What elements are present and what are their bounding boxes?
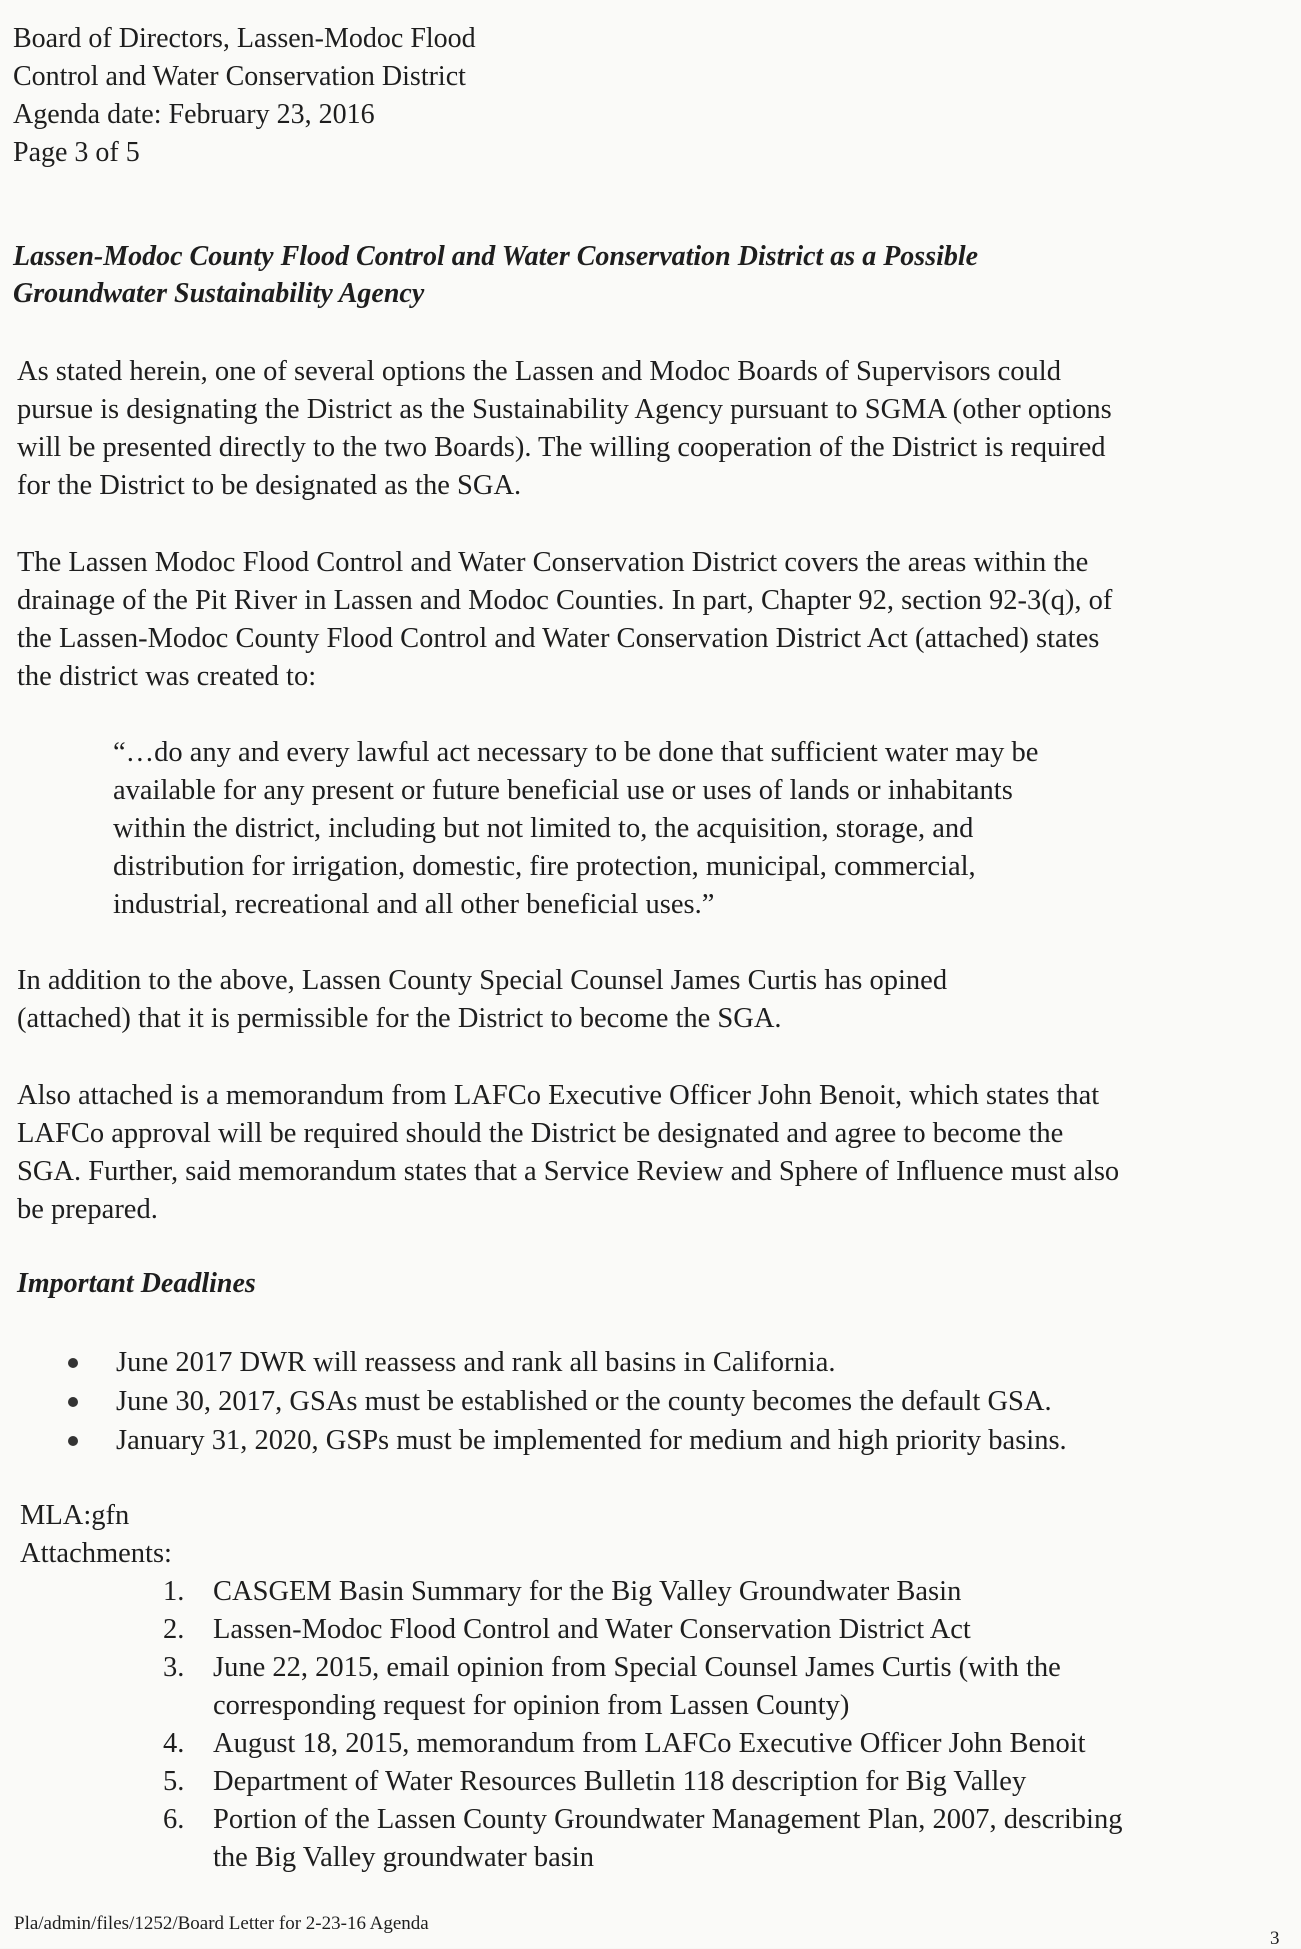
header-board-line: Board of Directors, Lassen-Modoc Flood	[13, 23, 476, 54]
attachment-text: the Big Valley groundwater basin	[213, 1842, 594, 1873]
paragraph-line: In addition to the above, Lassen County Special Counsel James Curtis has opined	[17, 965, 948, 996]
attachment-number: 1.	[163, 1576, 185, 1607]
paragraph-options	[17, 353, 1287, 505]
attachments-list	[160, 1573, 1122, 1877]
attachment-text: CASGEM Basin Summary for the Big Valley Groundwater Basin	[213, 1576, 962, 1607]
paragraph-line: (attached) that it is permissible for the District to become the SGA.	[17, 1003, 782, 1034]
deadlines-list	[64, 1343, 1067, 1460]
quote-line: “…do any and every lawful act necessary to be done that sufficient water may be	[113, 737, 1039, 768]
paragraph-line: the Lassen-Modoc County Flood Control and Water Conservation District Act (attached) states	[17, 623, 1100, 654]
attachment-text: corresponding request for opinion from Lassen County)	[213, 1690, 850, 1721]
paragraph-line: pursue is designating the District as the Sustainability Agency pursuant to SGMA (other options	[17, 394, 1112, 425]
attachment-item	[160, 1573, 1122, 1611]
deadline-item	[64, 1382, 1067, 1421]
attachment-text: August 18, 2015, memorandum from LAFCo Executive Officer John Benoit	[213, 1728, 1086, 1759]
header-page-number: Page 3 of 5	[13, 137, 140, 168]
bullet-icon	[68, 1358, 78, 1368]
signature-block	[20, 1497, 172, 1573]
paragraph-line: LAFCo approval will be required should the District be designated and agree to become the	[17, 1118, 1064, 1149]
bullet-icon	[68, 1397, 78, 1407]
author-initials: MLA:gfn	[20, 1500, 130, 1531]
quote-line: industrial, recreational and all other beneficial uses.”	[113, 889, 715, 920]
attachment-item	[160, 1725, 1122, 1763]
paragraph-line: As stated herein, one of several options the Lassen and Modoc Boards of Supervisors could	[17, 356, 1061, 387]
paragraph-line: drainage of the Pit River in Lassen and Modoc Counties. In part, Chapter 92, section 92-3(q), of	[17, 585, 1113, 616]
attachment-number: 2.	[163, 1614, 185, 1645]
letter-header	[13, 20, 476, 172]
section-heading-line: Groundwater Sustainability Agency	[13, 278, 425, 309]
attachments-label: Attachments:	[20, 1538, 172, 1569]
quote-line: distribution for irrigation, domestic, fire protection, municipal, commercial,	[113, 851, 976, 882]
paragraph-line: for the District to be designated as the SGA.	[17, 470, 522, 501]
attachment-text: Lassen-Modoc Flood Control and Water Conservation District Act	[213, 1614, 971, 1645]
attachment-item	[160, 1763, 1122, 1801]
section-heading-line: Lassen-Modoc County Flood Control and Water Conservation District as a Possible	[13, 241, 979, 272]
paragraph-line: be prepared.	[17, 1194, 158, 1225]
deadlines-heading: Important Deadlines	[17, 1268, 256, 1299]
quote-line: within the district, including but not limited to, the acquisition, storage, and	[113, 813, 974, 844]
attachment-text: Portion of the Lassen County Groundwater Management Plan, 2007, describing	[213, 1804, 1123, 1835]
paragraph-line: SGA. Further, said memorandum states that a Service Review and Sphere of Influence must also	[17, 1156, 1120, 1187]
deadline-text: January 31, 2020, GSPs must be implemented for medium and high priority basins.	[116, 1425, 1067, 1456]
footer-file-path: Pla/admin/files/1252/Board Letter for 2-23-16 Agenda	[14, 1913, 429, 1934]
paragraph-line: the district was created to:	[17, 661, 317, 692]
attachment-item	[160, 1801, 1122, 1877]
attachment-text: June 22, 2015, email opinion from Special Counsel James Curtis (with the	[213, 1652, 1061, 1683]
paragraph-line: The Lassen Modoc Flood Control and Water Conservation District covers the areas within the	[17, 547, 1089, 578]
attachment-number: 6.	[163, 1804, 185, 1835]
paragraph-line: will be presented directly to the two Boards). The willing cooperation of the District is required	[17, 432, 1106, 463]
deadline-text: June 30, 2017, GSAs must be established or the county becomes the default GSA.	[116, 1386, 1052, 1417]
attachment-text: Department of Water Resources Bulletin 118 description for Big Valley	[213, 1766, 1027, 1797]
footer-page-mark: 3	[1270, 1928, 1280, 1949]
section-heading	[13, 238, 978, 312]
quote-line: available for any present or future beneficial use or uses of lands or inhabitants	[113, 775, 1013, 806]
header-agenda-date: Agenda date: February 23, 2016	[13, 99, 375, 130]
paragraph-line: Also attached is a memorandum from LAFCo Executive Officer John Benoit, which states that	[17, 1080, 1100, 1111]
header-district-line: Control and Water Conservation District	[13, 61, 466, 92]
block-quote	[113, 734, 1173, 924]
attachment-item	[160, 1611, 1122, 1649]
attachment-number: 5.	[163, 1766, 185, 1797]
paragraph-counsel-opinion	[17, 962, 1287, 1038]
attachment-number: 3.	[163, 1652, 185, 1683]
attachment-item	[160, 1649, 1122, 1725]
attachment-number: 4.	[163, 1728, 185, 1759]
deadline-item	[64, 1343, 1067, 1382]
bullet-icon	[68, 1436, 78, 1446]
deadline-item	[64, 1421, 1067, 1460]
deadline-text: June 2017 DWR will reassess and rank all basins in California.	[116, 1347, 836, 1378]
paragraph-district-coverage	[17, 544, 1287, 696]
paragraph-lafco-memo	[17, 1077, 1287, 1229]
